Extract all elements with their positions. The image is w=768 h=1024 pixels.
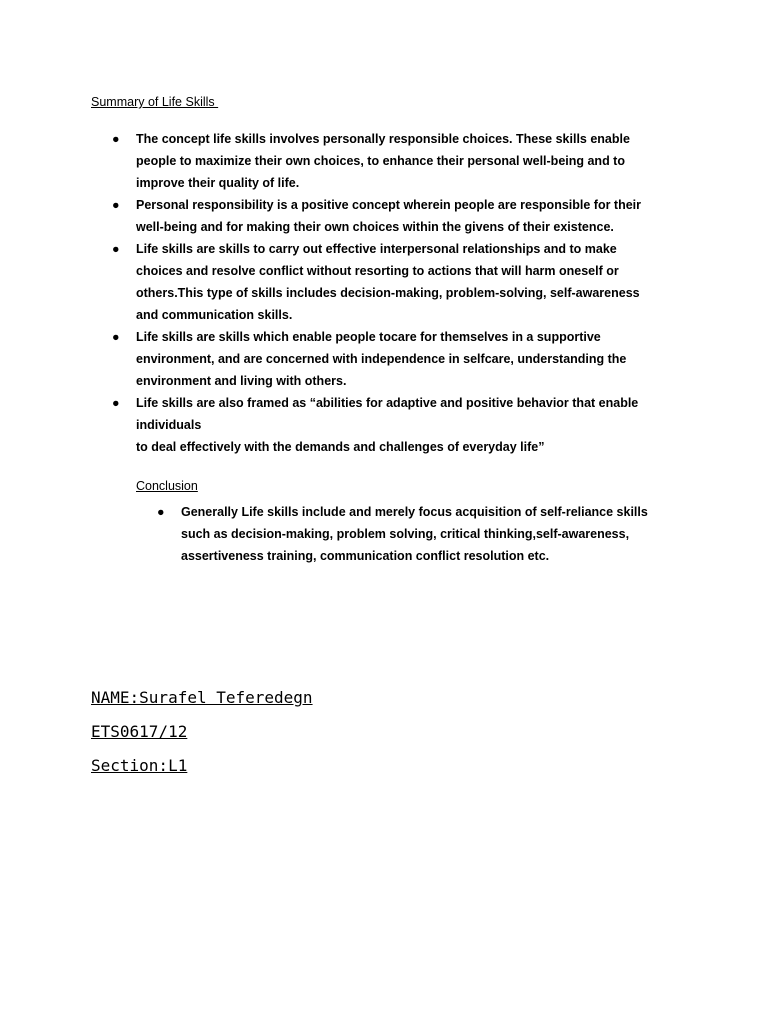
- bullet-icon: ●: [112, 132, 120, 146]
- text-line: Life skills are skills to carry out effective interpersonal relationships and to make: [136, 242, 617, 256]
- text-line: others.This type of skills includes decision-making, problem-solving, self-awareness: [136, 286, 640, 300]
- conclusion-heading: Conclusion: [136, 479, 198, 493]
- student-id: ETS0617/12: [91, 722, 188, 741]
- list-item: [112, 128, 672, 194]
- continuation-line: [112, 436, 672, 458]
- text-line: environment, and are concerned with independence in selfcare, understanding the: [136, 352, 627, 366]
- text-line: The concept life skills involves personally responsible choices. These skills enable: [136, 132, 630, 146]
- text-line: Generally Life skills include and merely focus acquisition of self-reliance skills: [181, 505, 648, 519]
- text-line: choices and resolve conflict without resorting to actions that will harm oneself or: [136, 264, 619, 278]
- text-line: individuals: [136, 418, 202, 432]
- list-item: [112, 194, 672, 238]
- bullet-icon: ●: [157, 505, 165, 519]
- bullet-icon: ●: [112, 242, 120, 256]
- text-line: well-being and for making their own choices within the givens of their existence.: [136, 220, 614, 234]
- text-line: improve their quality of life.: [136, 176, 300, 190]
- summary-bullet-list: [112, 128, 672, 436]
- bullet-icon: ●: [112, 396, 120, 410]
- student-section: Section:L1: [91, 756, 188, 775]
- bullet-icon: ●: [112, 330, 120, 344]
- text-line: Life skills are skills which enable people tocare for themselves in a supportive: [136, 330, 601, 344]
- text-line: environment and living with others.: [136, 374, 347, 388]
- text-line: to deal effectively with the demands and challenges of everyday life”: [136, 440, 545, 454]
- text-line: Personal responsibility is a positive concept wherein people are responsible for their: [136, 198, 642, 212]
- conclusion-bullet-list: [157, 501, 697, 567]
- document-heading: Summary of Life Skills: [91, 95, 219, 109]
- list-item: [112, 326, 672, 392]
- text-line: Life skills are also framed as “abilities for adaptive and positive behavior that enable: [136, 396, 639, 410]
- bullet-icon: ●: [112, 198, 120, 212]
- text-line: such as decision-making, problem solving, critical thinking,self-awareness,: [181, 527, 630, 541]
- list-item: [157, 501, 697, 567]
- list-item: [112, 238, 672, 326]
- list-item: [112, 392, 672, 436]
- student-name: NAME:Surafel Teferedegn: [91, 688, 313, 707]
- text-line: assertiveness training, communication conflict resolution etc.: [181, 549, 550, 563]
- text-line: and communication skills.: [136, 308, 293, 322]
- text-line: people to maximize their own choices, to enhance their personal well-being and to: [136, 154, 625, 168]
